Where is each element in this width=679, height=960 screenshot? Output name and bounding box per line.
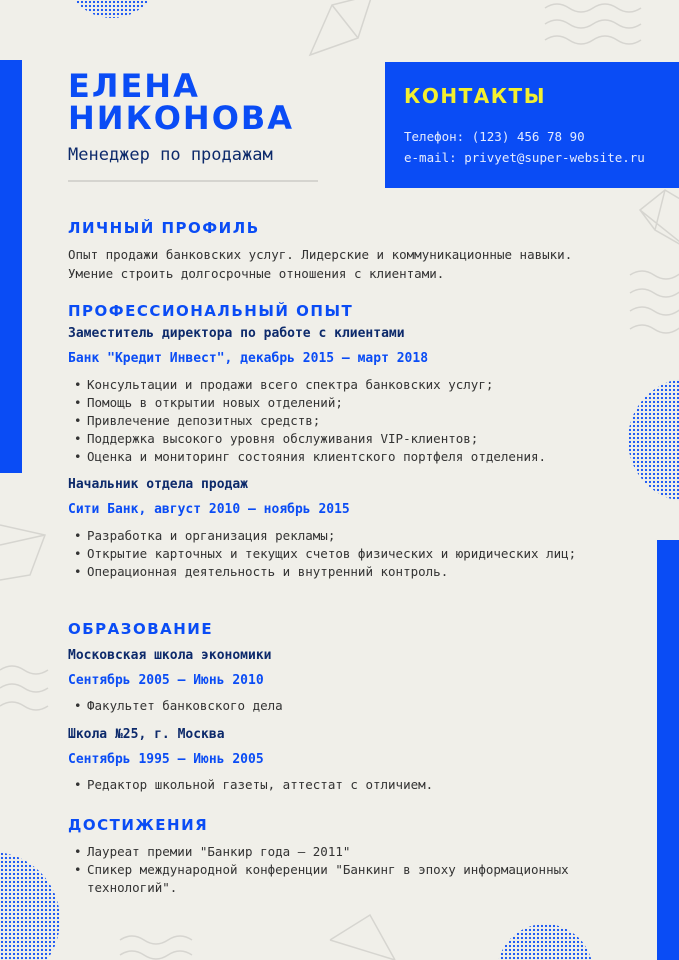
contacts-panel (385, 62, 679, 188)
contact-email: e-mail: privyet@super-website.ru (404, 150, 645, 165)
right-accent-bar (657, 540, 679, 960)
list-item: • Редактор школьной газеты, аттестат с отличием. (72, 776, 592, 794)
title-divider (68, 180, 318, 182)
list-item: • Помощь в открытии новых отделений; (72, 394, 592, 412)
education-heading: ОБРАЗОВАНИЕ (68, 620, 214, 638)
job-1-company: Банк "Кредит Инвест", декабрь 2015 – март 2018 (68, 351, 429, 366)
education-1-period: Сентябрь 2005 – Июнь 2010 (68, 673, 264, 688)
dotted-circle-top (64, 0, 160, 18)
education-1-details (72, 697, 592, 715)
education-1-school: Московская школа экономики (68, 648, 272, 663)
list-item: • Разработка и организация рекламы; (72, 527, 592, 545)
job-2-company: Сити Банк, август 2010 – ноябрь 2015 (68, 502, 350, 517)
profile-text: Опыт продажи банковских услуг. Лидерские и коммуникационные навыки. Умение строить долгосрочные отношения с клиентами. (68, 247, 573, 281)
list-item: • Лауреат премии "Банкир года – 2011" (72, 843, 592, 861)
dotted-circle-bottom-left (0, 852, 60, 960)
job-1-duties (72, 376, 592, 466)
first-name: ЕЛЕНА (68, 67, 200, 105)
list-item: • Факультет банковского дела (72, 697, 592, 715)
education-2-period: Сентябрь 1995 – Июнь 2005 (68, 752, 264, 767)
contacts-title: КОНТАКТЫ (404, 84, 546, 108)
list-item: • Операционная деятельность и внутренний контроль. (72, 563, 592, 581)
full-name (68, 67, 295, 137)
list-item: • Поддержка высокого уровня обслуживания VIP-клиентов; (72, 430, 592, 448)
list-item: • Консультации и продажи всего спектра банковских услуг; (72, 376, 592, 394)
achievements-list (72, 843, 592, 897)
experience-heading: ПРОФЕССИОНАЛЬНЫЙ ОПЫТ (68, 302, 354, 320)
job-title: Менеджер по продажам (68, 145, 273, 165)
dotted-circle-bottom-right (497, 924, 593, 960)
left-accent-bar (0, 60, 22, 473)
education-2-details (72, 776, 592, 794)
contact-phone: Телефон: (123) 456 78 90 (404, 129, 585, 144)
job-1-position: Заместитель директора по работе с клиентами (68, 326, 405, 341)
list-item: • Оценка и мониторинг состояния клиентского портфеля отделения. (72, 448, 592, 466)
list-item: • Привлечение депозитных средств; (72, 412, 592, 430)
education-2-school: Школа №25, г. Москва (68, 727, 225, 742)
profile-heading: ЛИЧНЫЙ ПРОФИЛЬ (68, 219, 260, 237)
list-item: • Спикер международной конференции "Банкинг в эпоху информационных технологий". (72, 861, 592, 897)
job-2-duties (72, 527, 592, 581)
achievements-heading: ДОСТИЖЕНИЯ (68, 816, 209, 834)
list-item: • Открытие карточных и текущих счетов физических и юридических лиц; (72, 545, 592, 563)
last-name: НИКОНОВА (68, 99, 295, 137)
dotted-circle-right (628, 378, 679, 502)
job-2-position: Начальник отдела продаж (68, 477, 249, 492)
